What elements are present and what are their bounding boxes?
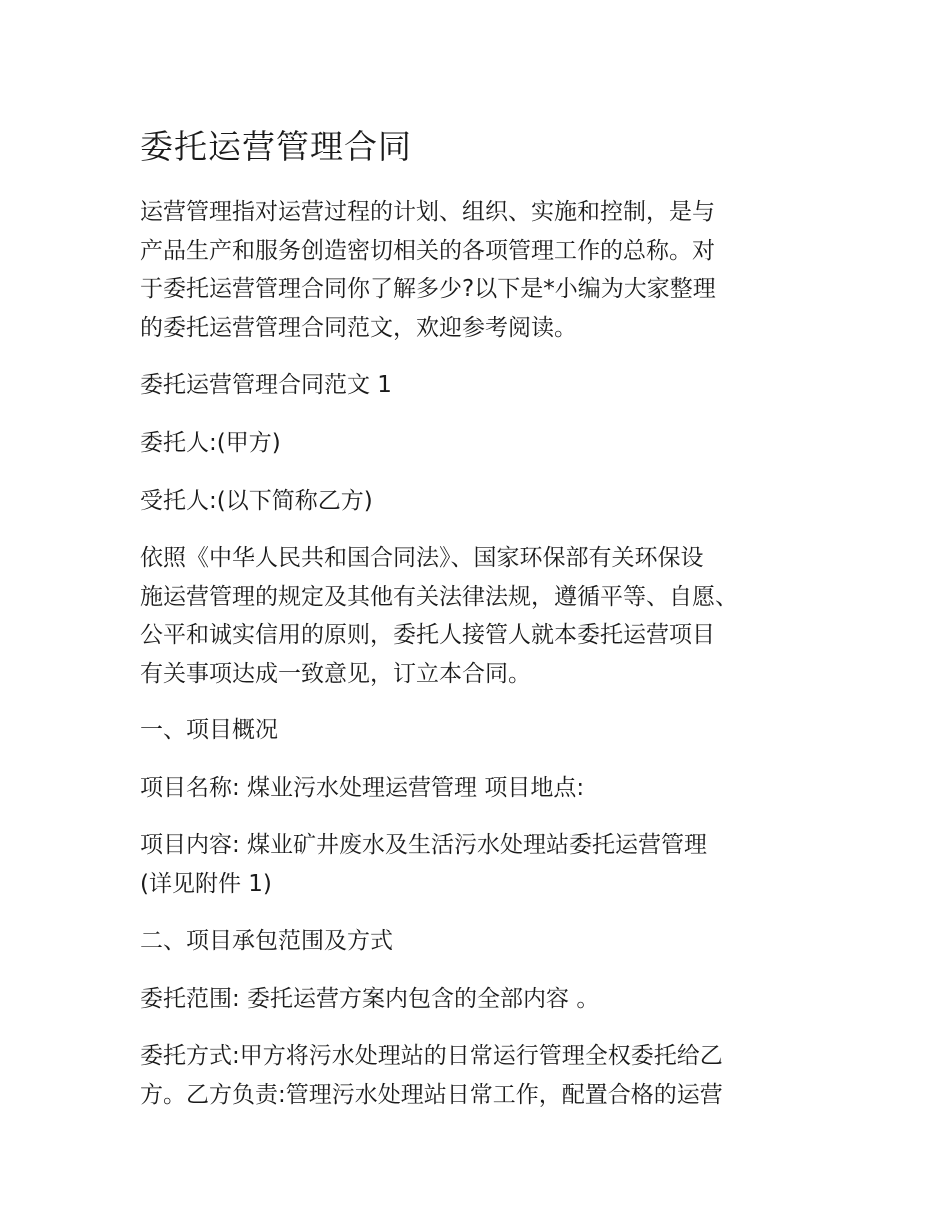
- project-name-line: 项目名称: 煤业污水处理运营管理 项目地点:: [140, 775, 585, 801]
- basis-line: 施运营管理的规定及其他有关法律法规，遵循平等、自愿、: [140, 583, 738, 610]
- method-line: 方。乙方负责:管理污水处理站日常工作，配置合格的运营: [140, 1081, 723, 1108]
- principal-line: 委托人:(甲方): [140, 430, 281, 456]
- intro-paragraph: [140, 193, 716, 347]
- project-content-line: 项目内容: 煤业矿井废水及生活污水处理站委托运营管理: [140, 832, 708, 858]
- section-2-heading: 二、项目承包范围及方式: [140, 928, 393, 954]
- method-line: 委托方式:甲方将污水处理站的日常运行管理全权委托给乙: [140, 1043, 723, 1069]
- intro-line: 于委托运营管理合同你了解多少?以下是*小编为大家整理: [140, 276, 716, 302]
- basis-line: 公平和诚实信用的原则，委托人接管人就本委托运营项目: [140, 622, 715, 648]
- scope-line: 委托范围: 委托运营方案内包含的全部内容 。: [140, 986, 600, 1012]
- document-title: 委托运营管理合同: [140, 127, 412, 166]
- basis-line: 有关事项达成一致意见，订立本合同。: [140, 660, 531, 687]
- intro-line: 的委托运营管理合同范文，欢迎参考阅读。: [140, 314, 577, 341]
- section-1-heading: 一、项目概况: [140, 717, 278, 743]
- intro-line: 产品生产和服务创造密切相关的各项管理工作的总称。对: [140, 237, 715, 264]
- method-paragraph: [140, 1037, 723, 1114]
- intro-line: 运营管理指对运营过程的计划、组织、实施和控制，是与: [140, 199, 715, 225]
- agent-line: 受托人:(以下简称乙方): [140, 488, 373, 514]
- project-content-paragraph: [140, 826, 707, 903]
- basis-paragraph: [140, 539, 738, 693]
- sample-heading: 委托运营管理合同范文 1: [140, 372, 392, 398]
- project-content-line: (详见附件 1): [140, 870, 272, 897]
- basis-line: 依照《中华人民共和国合同法》、国家环保部有关环保设: [140, 545, 704, 571]
